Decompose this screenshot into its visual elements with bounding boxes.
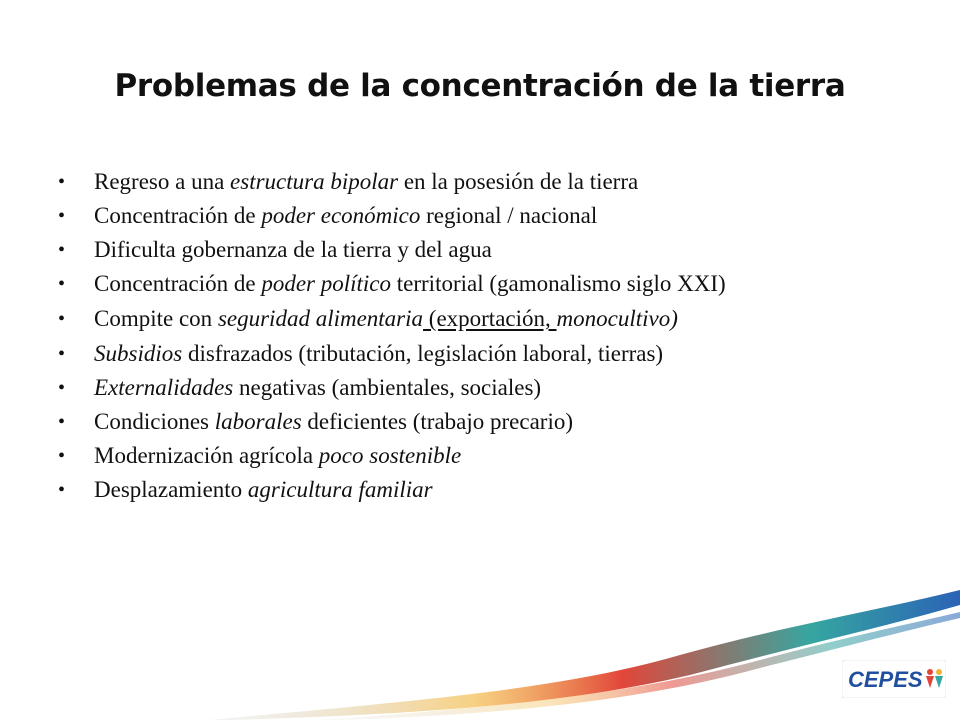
bullet-text: en la posesión de la tierra (398, 169, 639, 194)
bullet-glyph: • (58, 479, 66, 501)
bullet-glyph: • (58, 308, 66, 330)
bullet-text: regional / nacional (420, 203, 598, 228)
bullet-text: seguridad alimentaria (217, 306, 424, 331)
bullet-glyph: • (58, 377, 66, 399)
bullet-text: negativas (ambientales, sociales) (233, 375, 542, 400)
bullet-text: poco sostenible (318, 443, 462, 468)
bullet-glyph: • (58, 273, 66, 295)
bullet-text: laborales (214, 409, 302, 434)
bullet-text: Concentración de (94, 203, 262, 228)
bullet-text: estructura bipolar (230, 169, 399, 194)
bullet-text: (exportación, (423, 306, 557, 331)
bullet-glyph: • (58, 411, 66, 433)
bullet-text: disfrazados (tributación, legislación laboral, tierras) (187, 341, 664, 366)
logo-figure-red (927, 669, 933, 675)
bullet-text: Condiciones (94, 409, 215, 434)
slide-title: Problemas de la concentración de la tierra (114, 68, 846, 104)
bullet-text: Subsidios (94, 341, 188, 366)
bullet-text: agricultura familiar (247, 477, 433, 502)
bullet-text: Externalidades (94, 375, 234, 400)
bullet-text: Regreso a una (94, 169, 231, 194)
bullet-text: Modernización agrícola (94, 443, 319, 468)
bullet-text: Desplazamiento (94, 477, 248, 502)
bullet-text: Dificulta gobernanza de la tierra y del agua (94, 237, 492, 262)
bullet-text: territorial (gamonalismo siglo XXI) (391, 271, 726, 296)
bullet-text: deficientes (trabajo precario) (301, 409, 574, 434)
bullet-glyph: • (58, 205, 66, 227)
bullet-text: Compite con (94, 306, 218, 331)
bullet-text: poder político (261, 271, 392, 296)
bullet-text: monocultivo) (556, 306, 678, 331)
bullet-glyph: • (58, 171, 66, 193)
bullet-text: Concentración de (94, 271, 262, 296)
bullet-text: poder económico (261, 203, 421, 228)
logo-figure-yellow (936, 669, 942, 675)
bullet-glyph: • (58, 445, 66, 467)
cepes-logo (842, 660, 946, 698)
logo-lettering: CEPES (848, 667, 923, 692)
bullet-glyph: • (58, 239, 66, 261)
bullet-glyph: • (58, 343, 66, 365)
